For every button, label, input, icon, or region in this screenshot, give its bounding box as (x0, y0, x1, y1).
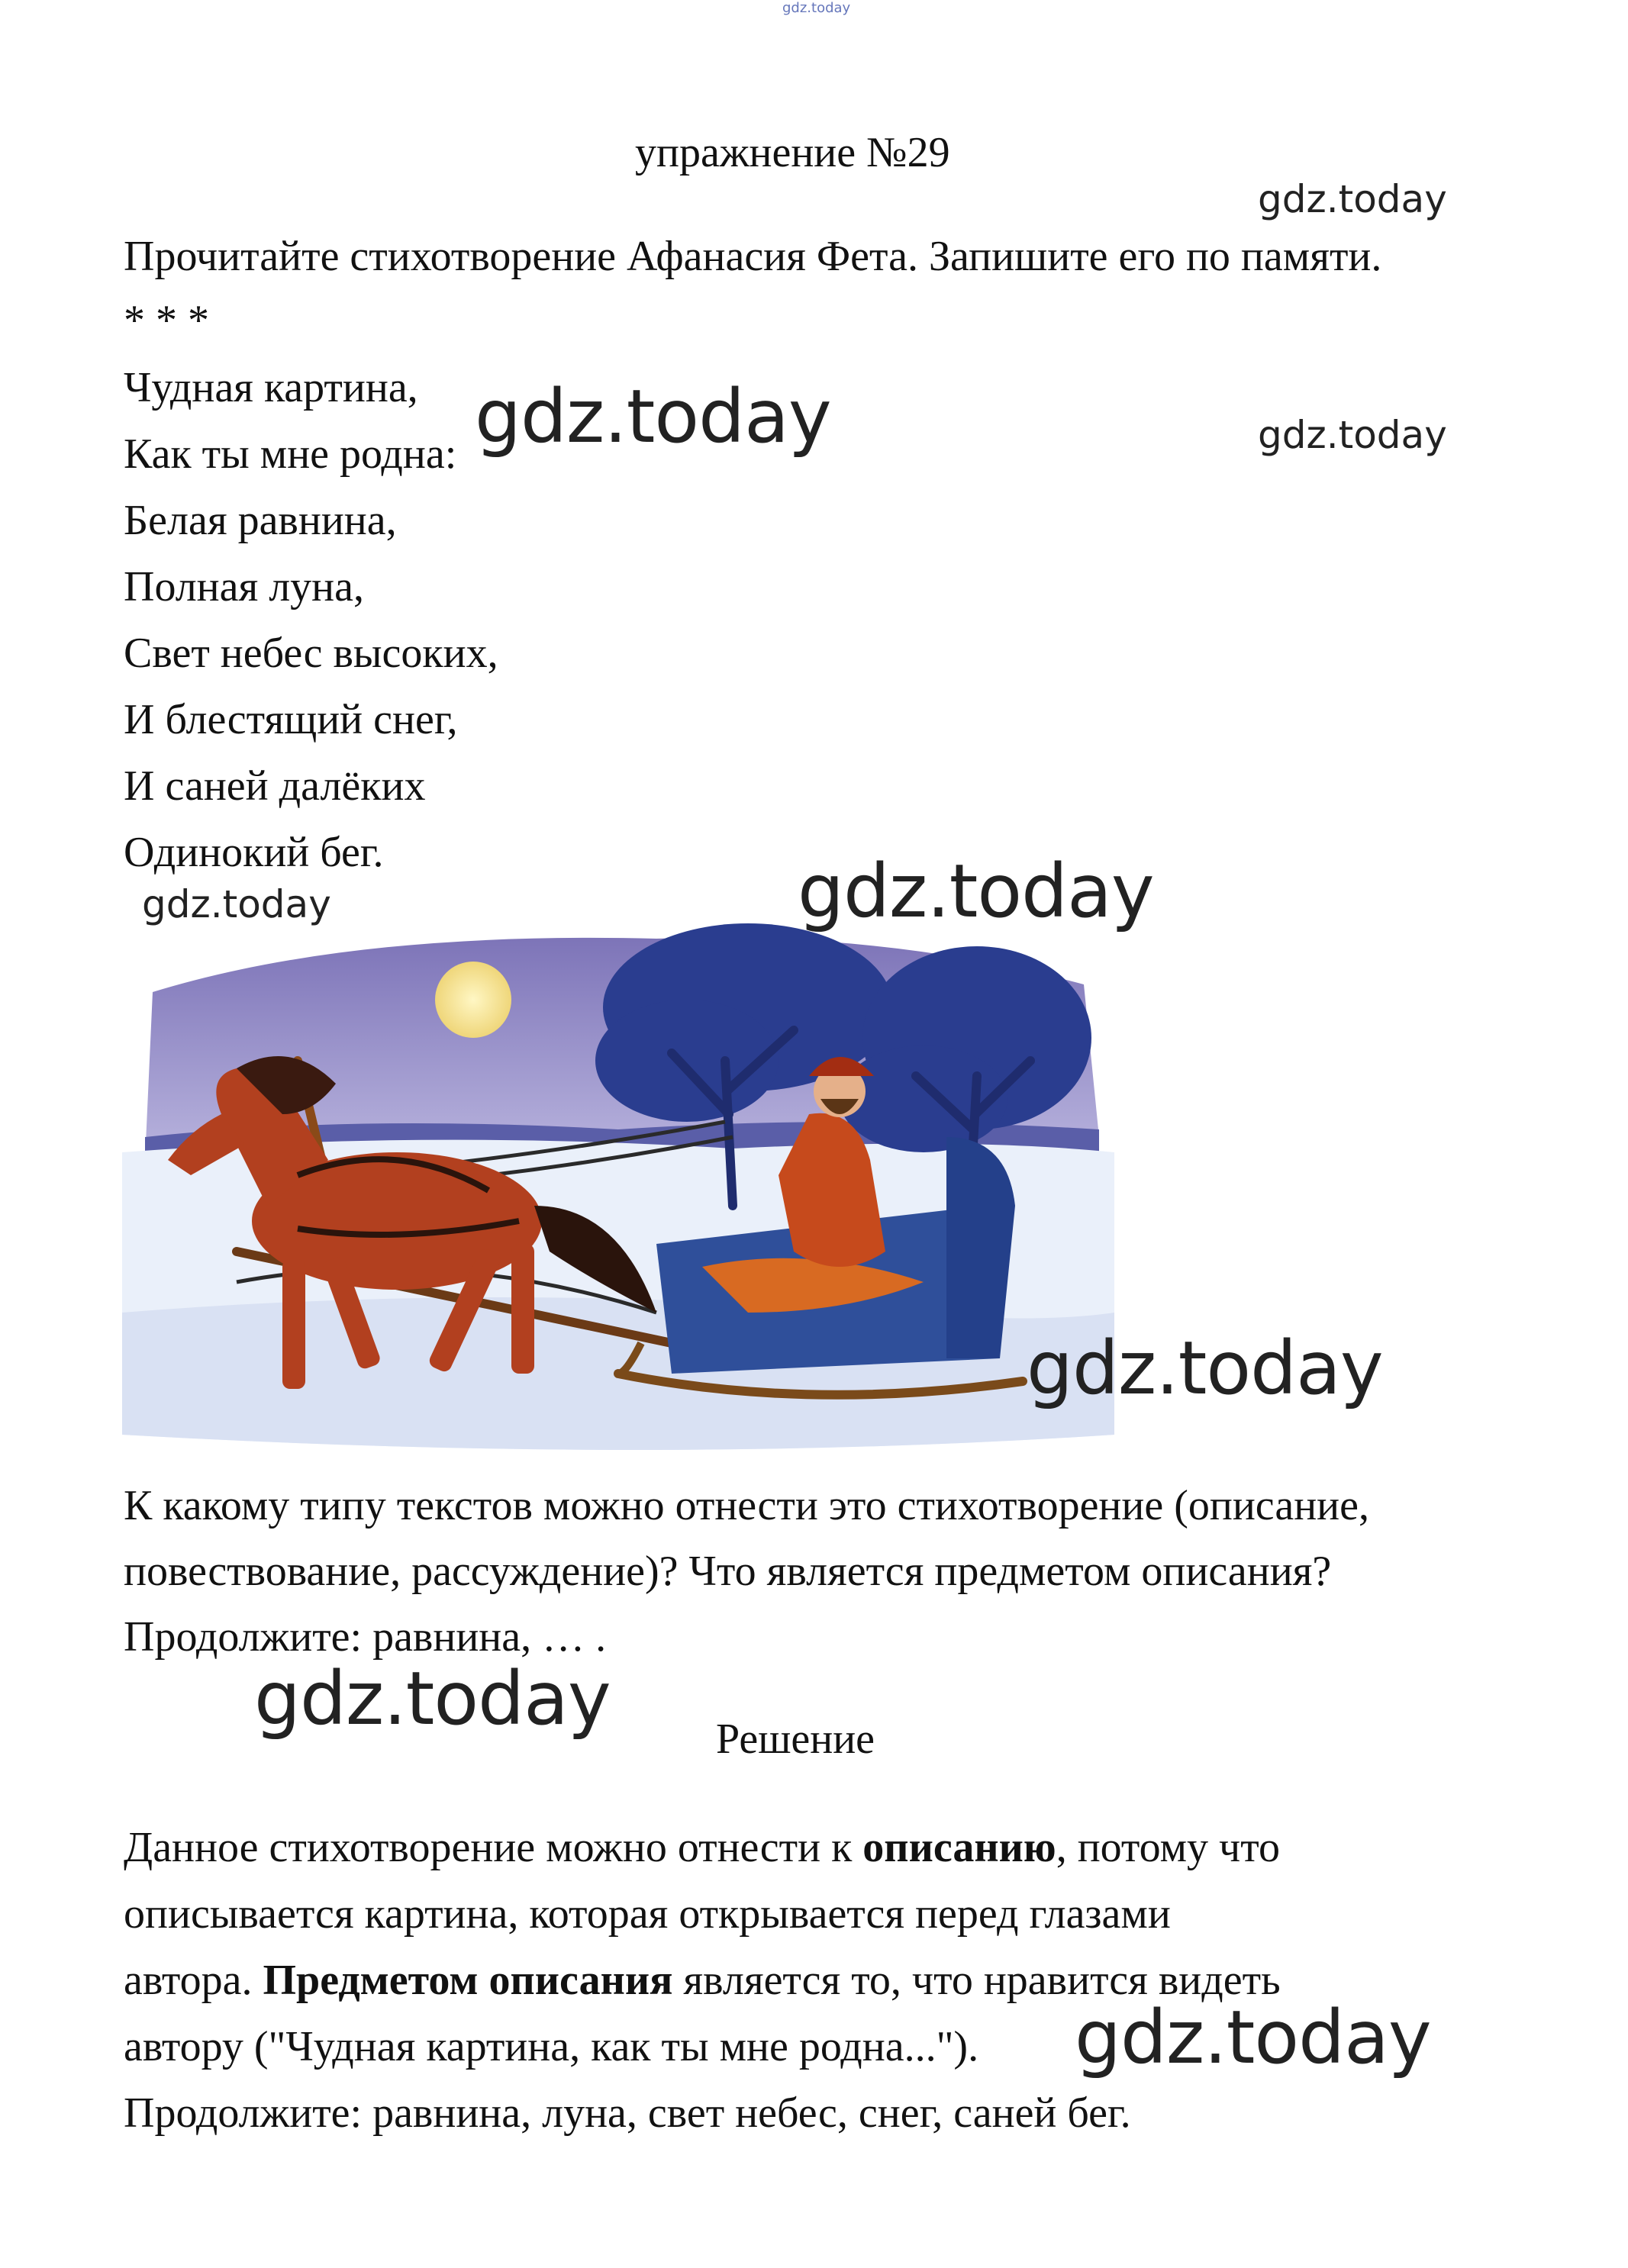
solution-title: Решение (716, 1715, 875, 1763)
poem-line: И блестящий снег, (124, 696, 458, 743)
solution-line: Данное стихотворение можно отнести к описанию, потому что (124, 1824, 1280, 1871)
bold-term: Предметом описания (263, 1957, 673, 2004)
question-line: Продолжите: равнина, … . (124, 1613, 607, 1661)
watermark: gdz.today (1027, 1326, 1383, 1411)
solution-line: автору ("Чудная картина, как ты мне родна..."). (124, 2023, 979, 2070)
solution-line: Продолжите: равнина, луна, свет небес, снег, саней бег. (124, 2089, 1131, 2137)
watermark: gdz.today (254, 1656, 611, 1741)
poem-line: И саней далёких (124, 762, 426, 810)
watermark: gdz.today (1258, 413, 1447, 457)
poem-line: Чудная картина, (124, 364, 418, 411)
winter-sleigh-illustration (122, 882, 1114, 1465)
question-line: повествование, рассуждение)? Что является предметом описания? (124, 1548, 1332, 1595)
poem-line: Белая равнина, (124, 497, 397, 544)
watermark: gdz.today (798, 849, 1154, 934)
moon-icon (435, 962, 511, 1038)
exercise-title: упражнение №29 (635, 129, 950, 176)
poem-line: Одинокий бег. (124, 829, 384, 876)
solution-line: автора. Предметом описания является то, что нравится видеть (124, 1957, 1281, 2004)
watermark: gdz.today (1075, 1995, 1431, 2080)
watermark: gdz.today (1258, 177, 1447, 221)
poem-line: Свет небес высоких, (124, 630, 498, 677)
watermark: gdz.today (142, 882, 331, 926)
poem-stars: * * * (124, 297, 209, 344)
poem-line: Как ты мне родна: (124, 430, 457, 478)
solution-line: описывается картина, которая открывается перед глазами (124, 1890, 1171, 1938)
task-text: Прочитайте стихотворение Афанасия Фета. Запишите его по памяти. (124, 233, 1382, 280)
poem-line: Полная луна, (124, 563, 364, 610)
question-line: К какому типу текстов можно отнести это стихотворение (описание, (124, 1482, 1369, 1529)
watermark-top: gdz.today (782, 0, 851, 16)
watermark: gdz.today (475, 374, 831, 459)
bold-term: описанию (862, 1824, 1056, 1871)
